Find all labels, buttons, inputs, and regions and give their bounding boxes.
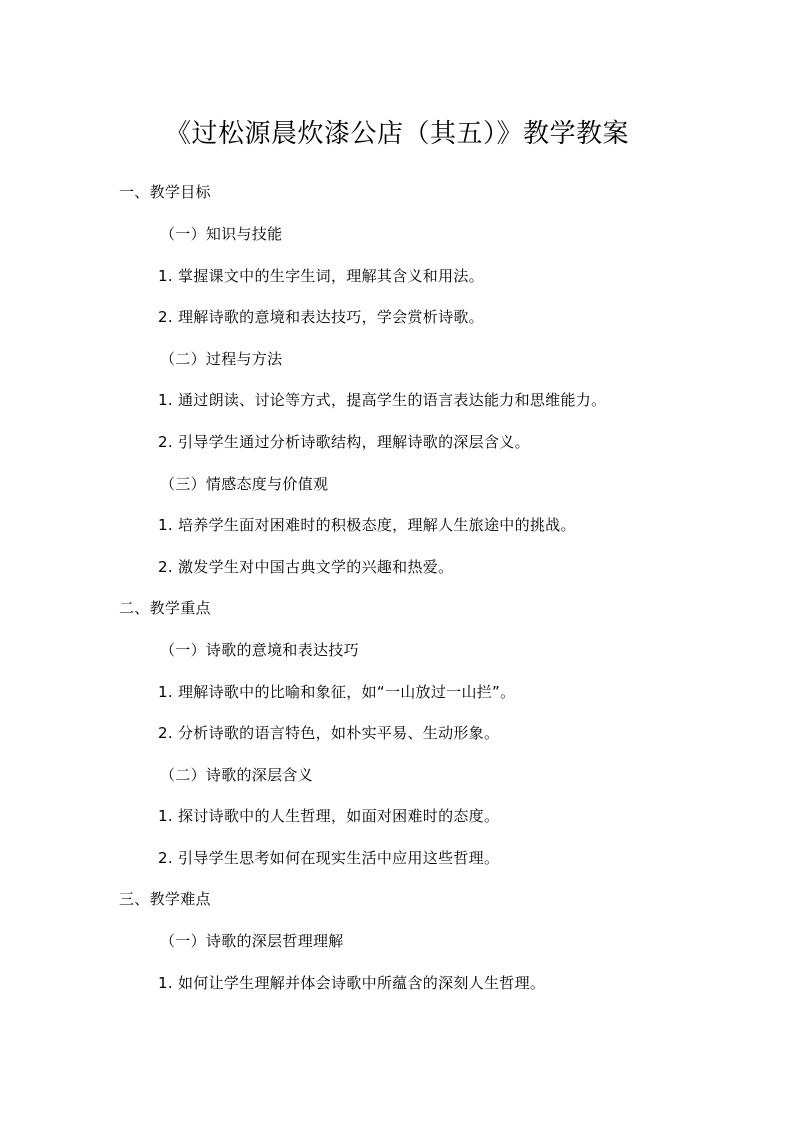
subsection-heading: （一）诗歌的深层哲理理解 (160, 932, 344, 950)
section-heading: 一、教学目标 (119, 183, 211, 201)
subsection-heading: （一）诗歌的意境和表达技巧 (160, 641, 359, 659)
subsection-heading: （二）诗歌的深层含义 (160, 766, 314, 784)
list-item: 1. 理解诗歌中的比喻和象征，如“一山放过一山拦”。 (158, 683, 516, 701)
list-item: 2. 分析诗歌的语言特色，如朴实平易、生动形象。 (158, 724, 500, 742)
list-item: 1. 如何让学生理解并体会诗歌中所蕴含的深刻人生哲理。 (158, 974, 546, 992)
subsection-heading: （二）过程与方法 (160, 350, 283, 368)
list-item: 1. 通过朗读、讨论等方式，提高学生的语言表达能力和思维能力。 (158, 391, 607, 409)
list-item: 2. 引导学生通过分析诗歌结构，理解诗歌的深层含义。 (158, 433, 530, 451)
list-item: 2. 理解诗歌的意境和表达技巧，学会赏析诗歌。 (158, 308, 484, 326)
document-title: 《过松源晨炊漆公店（其五）》教学教案 (164, 119, 629, 149)
list-item: 1. 掌握课文中的生字生词，理解其含义和用法。 (158, 267, 484, 285)
section-heading: 二、教学重点 (119, 599, 211, 617)
list-item: 1. 探讨诗歌中的人生哲理，如面对困难时的态度。 (158, 807, 500, 825)
list-item: 2. 激发学生对中国古典文学的兴趣和热爱。 (158, 558, 454, 576)
section-heading: 三、教学难点 (119, 890, 211, 908)
list-item: 2. 引导学生思考如何在现实生活中应用这些哲理。 (158, 849, 500, 867)
list-item: 1. 培养学生面对困难时的积极态度，理解人生旅途中的挑战。 (158, 516, 576, 534)
subsection-heading: （三）情感态度与价值观 (160, 475, 329, 493)
subsection-heading: （一）知识与技能 (160, 225, 283, 243)
